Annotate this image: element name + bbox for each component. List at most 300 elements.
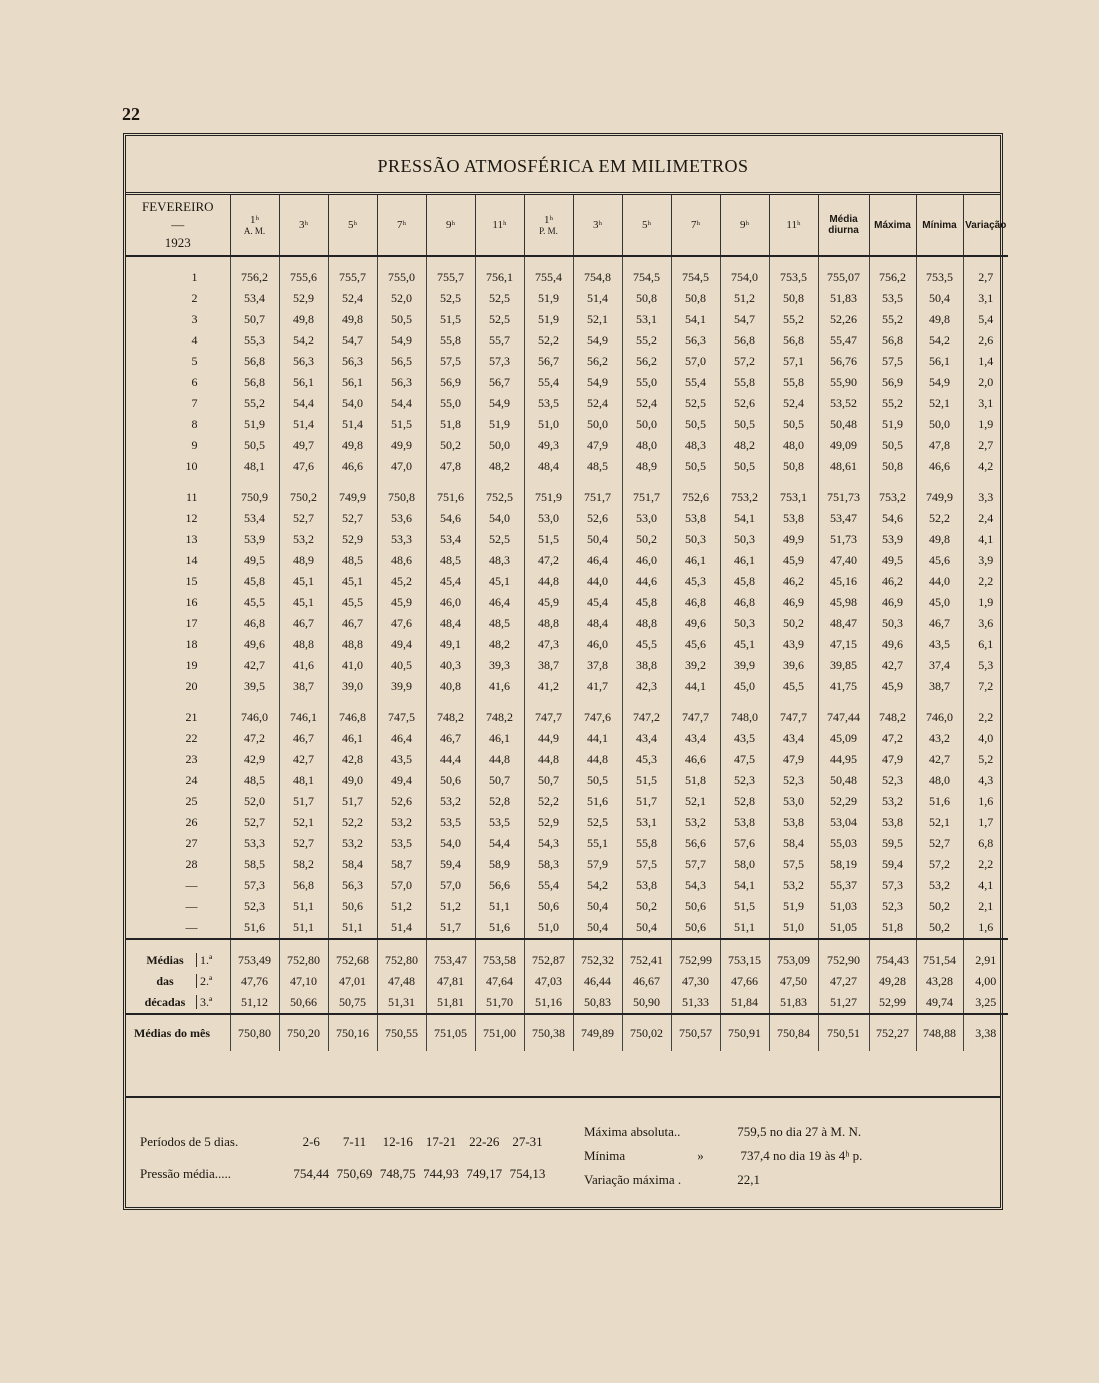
table-row xyxy=(126,592,1008,613)
value-cell: 58,4 xyxy=(769,833,818,854)
day-cell: 9 xyxy=(191,438,198,452)
value-cell: 43,4 xyxy=(769,728,818,749)
value-cell: 752,80 xyxy=(377,939,426,971)
table-row xyxy=(126,613,1008,634)
value-cell: 54,3 xyxy=(671,875,720,896)
value-cell: 51,8 xyxy=(671,770,720,791)
month-header xyxy=(126,195,230,256)
value-cell: 49,74 xyxy=(916,992,963,1014)
hour-header-11pm xyxy=(769,195,818,256)
day-cell: 24 xyxy=(185,773,198,787)
value-cell: 755,6 xyxy=(279,256,328,288)
value-cell: 51,1 xyxy=(279,896,328,917)
value-cell: 46,4 xyxy=(475,592,524,613)
value-cell: 54,9 xyxy=(377,330,426,351)
value-cell: 755,0 xyxy=(377,256,426,288)
value-cell: 3,9 xyxy=(963,550,1008,571)
value-cell: 56,1 xyxy=(328,372,377,393)
value-cell: 52,4 xyxy=(622,393,671,414)
value-cell: 46,2 xyxy=(869,571,916,592)
value-cell: 48,9 xyxy=(279,550,328,571)
value-cell: 42,9 xyxy=(230,749,279,770)
value-cell: 746,0 xyxy=(916,697,963,728)
hour-header-11am xyxy=(475,195,524,256)
value-cell: 4,1 xyxy=(963,875,1008,896)
table-row xyxy=(126,456,1008,477)
value-cell: 50,5 xyxy=(671,456,720,477)
value-cell: 753,15 xyxy=(720,939,769,971)
value-cell: 46,7 xyxy=(916,613,963,634)
value-cell: 51,0 xyxy=(524,414,573,435)
value-cell: 50,6 xyxy=(524,896,573,917)
value-cell: 2,91 xyxy=(963,939,1008,971)
pressure-cell: 754,44 xyxy=(293,1166,330,1181)
value-cell: 58,7 xyxy=(377,854,426,875)
value-cell: 53,8 xyxy=(671,508,720,529)
month-label: FEVEREIRO xyxy=(142,199,214,214)
value-cell: 52,7 xyxy=(279,833,328,854)
value-cell: 47,6 xyxy=(279,456,328,477)
value-cell: 752,87 xyxy=(524,939,573,971)
value-cell: 53,5 xyxy=(377,833,426,854)
value-cell: 52,1 xyxy=(916,812,963,833)
value-cell: 52,9 xyxy=(279,288,328,309)
value-cell: 53,2 xyxy=(426,791,475,812)
value-cell: 56,8 xyxy=(720,330,769,351)
value-cell: 56,3 xyxy=(671,330,720,351)
value-cell: 53,5 xyxy=(869,288,916,309)
hour-label: 5ʰ xyxy=(347,219,358,231)
value-cell: 1,7 xyxy=(963,812,1008,833)
value-cell: 41,75 xyxy=(818,676,869,697)
value-cell: 38,8 xyxy=(622,655,671,676)
value-cell: 47,8 xyxy=(426,456,475,477)
value-cell: 47,2 xyxy=(524,550,573,571)
value-cell: 54,2 xyxy=(916,330,963,351)
day-cell: 17 xyxy=(185,616,198,630)
value-cell: 51,1 xyxy=(720,917,769,939)
value-cell: 50,4 xyxy=(916,288,963,309)
value-cell: 50,2 xyxy=(916,917,963,939)
value-cell: 54,4 xyxy=(279,393,328,414)
value-cell: 753,1 xyxy=(769,477,818,508)
day-cell: 3 xyxy=(191,312,198,326)
value-cell: 52,6 xyxy=(377,791,426,812)
value-cell: 750,51 xyxy=(818,1014,869,1051)
value-cell: 750,55 xyxy=(377,1014,426,1051)
day-cell: 16 xyxy=(185,595,198,609)
value-cell: 55,8 xyxy=(622,833,671,854)
value-cell: 3,1 xyxy=(963,393,1008,414)
value-cell: 3,25 xyxy=(963,992,1008,1014)
min-mark: » xyxy=(697,1148,704,1163)
value-cell: 40,3 xyxy=(426,655,475,676)
value-cell: 50,6 xyxy=(426,770,475,791)
value-cell: 752,6 xyxy=(671,477,720,508)
value-cell: 49,28 xyxy=(869,971,916,992)
value-cell: 51,2 xyxy=(720,288,769,309)
value-cell: 748,2 xyxy=(869,697,916,728)
value-cell: 756,2 xyxy=(230,256,279,288)
decade-ordinal: 3.ª xyxy=(196,995,212,1009)
value-cell: 45,3 xyxy=(671,571,720,592)
value-cell: 44,8 xyxy=(475,749,524,770)
value-cell: 750,9 xyxy=(230,477,279,508)
value-cell: 750,91 xyxy=(720,1014,769,1051)
value-cell: 43,2 xyxy=(916,728,963,749)
value-cell: 49,8 xyxy=(916,529,963,550)
value-cell: 48,8 xyxy=(622,613,671,634)
value-cell: 55,7 xyxy=(475,330,524,351)
periods-row xyxy=(140,1134,548,1150)
value-cell: 53,5 xyxy=(524,393,573,414)
value-cell: 52,4 xyxy=(328,288,377,309)
value-cell: 45,6 xyxy=(671,634,720,655)
value-cell: 46,44 xyxy=(573,971,622,992)
value-cell: 57,5 xyxy=(769,854,818,875)
value-cell: 46,7 xyxy=(279,613,328,634)
day-cell: 21 xyxy=(185,710,198,724)
value-cell: 54,2 xyxy=(279,330,328,351)
value-cell: 52,2 xyxy=(328,812,377,833)
var-value: 22,1 xyxy=(737,1172,760,1187)
month-mean-row xyxy=(126,1014,1008,1051)
value-cell: 51,1 xyxy=(279,917,328,939)
value-cell: 50,2 xyxy=(622,896,671,917)
hour-label: 7ʰ xyxy=(690,219,701,231)
footer-summary xyxy=(126,1096,1000,1187)
value-cell: 58,5 xyxy=(230,854,279,875)
table-row xyxy=(126,875,1008,896)
hour-header-9pm xyxy=(720,195,769,256)
table-row xyxy=(126,917,1008,939)
value-cell: 47,6 xyxy=(377,613,426,634)
value-cell: 45,8 xyxy=(230,571,279,592)
value-cell: 55,2 xyxy=(230,393,279,414)
value-cell: 754,0 xyxy=(720,256,769,288)
value-cell: 47,9 xyxy=(573,435,622,456)
value-cell: 56,9 xyxy=(869,372,916,393)
value-cell: 55,2 xyxy=(869,309,916,330)
value-cell: 56,6 xyxy=(475,875,524,896)
value-cell: 50,6 xyxy=(671,917,720,939)
value-cell: 51,6 xyxy=(916,791,963,812)
value-cell: 49,6 xyxy=(671,613,720,634)
value-cell: 44,95 xyxy=(818,749,869,770)
value-cell: 52,7 xyxy=(916,833,963,854)
value-cell: 53,2 xyxy=(869,791,916,812)
value-cell: 752,5 xyxy=(475,477,524,508)
value-cell: 53,2 xyxy=(279,529,328,550)
value-cell: 58,19 xyxy=(818,854,869,875)
day-cell: — xyxy=(185,920,198,934)
value-cell: 57,1 xyxy=(769,351,818,372)
value-cell: 45,8 xyxy=(622,592,671,613)
value-cell: 752,32 xyxy=(573,939,622,971)
max-abs-value: 759,5 no dia 27 à M. N. xyxy=(737,1124,862,1139)
table-row xyxy=(126,550,1008,571)
value-cell: 52,4 xyxy=(769,393,818,414)
day-cell: 15 xyxy=(185,574,198,588)
value-cell: 49,5 xyxy=(230,550,279,571)
value-cell: 45,1 xyxy=(720,634,769,655)
hour-header-1am xyxy=(230,195,279,256)
value-cell: 53,6 xyxy=(377,508,426,529)
value-cell: 51,9 xyxy=(230,414,279,435)
value-cell: 57,5 xyxy=(622,854,671,875)
am-label: A. M. xyxy=(243,226,266,236)
value-cell: 6,8 xyxy=(963,833,1008,854)
value-cell: 2,4 xyxy=(963,508,1008,529)
value-cell: 50,8 xyxy=(671,288,720,309)
value-cell: 49,0 xyxy=(328,770,377,791)
value-cell: 2,2 xyxy=(963,854,1008,875)
value-cell: 50,6 xyxy=(671,896,720,917)
value-cell: 750,02 xyxy=(622,1014,671,1051)
value-cell: 53,04 xyxy=(818,812,869,833)
value-cell: 43,5 xyxy=(720,728,769,749)
value-cell: 53,1 xyxy=(622,812,671,833)
value-cell: 49,1 xyxy=(426,634,475,655)
value-cell: 750,80 xyxy=(230,1014,279,1051)
value-cell: 52,5 xyxy=(475,529,524,550)
value-cell: 51,5 xyxy=(377,414,426,435)
value-cell: 48,61 xyxy=(818,456,869,477)
value-cell: 44,0 xyxy=(573,571,622,592)
value-cell: 7,2 xyxy=(963,676,1008,697)
value-cell: 51,73 xyxy=(818,529,869,550)
value-cell: 748,88 xyxy=(916,1014,963,1051)
value-cell: 3,6 xyxy=(963,613,1008,634)
value-cell: 47,2 xyxy=(230,728,279,749)
value-cell: 48,5 xyxy=(573,456,622,477)
value-cell: 49,6 xyxy=(230,634,279,655)
value-cell: 48,5 xyxy=(426,550,475,571)
value-cell: 52,1 xyxy=(573,309,622,330)
value-cell: 54,7 xyxy=(328,330,377,351)
value-cell: 51,9 xyxy=(524,309,573,330)
value-cell: 38,7 xyxy=(279,676,328,697)
value-cell: 750,2 xyxy=(279,477,328,508)
value-cell: 57,7 xyxy=(671,854,720,875)
value-cell: 59,5 xyxy=(869,833,916,854)
value-cell: 41,7 xyxy=(573,676,622,697)
value-cell: 54,0 xyxy=(328,393,377,414)
decade-word: das xyxy=(156,974,174,988)
value-cell: 51,31 xyxy=(377,992,426,1014)
value-cell: 44,0 xyxy=(916,571,963,592)
value-cell: 55,2 xyxy=(869,393,916,414)
value-cell: 42,8 xyxy=(328,749,377,770)
value-cell: 49,8 xyxy=(328,309,377,330)
value-cell: 50,5 xyxy=(377,309,426,330)
value-cell: 44,8 xyxy=(573,749,622,770)
value-cell: 57,0 xyxy=(426,875,475,896)
value-cell: 50,7 xyxy=(475,770,524,791)
table-row xyxy=(126,256,1008,288)
value-cell: 52,0 xyxy=(230,791,279,812)
value-cell: 51,0 xyxy=(769,917,818,939)
value-cell: 50,4 xyxy=(573,917,622,939)
table-frame xyxy=(123,133,1007,1210)
value-cell: 45,1 xyxy=(475,571,524,592)
value-cell: 39,2 xyxy=(671,655,720,676)
value-cell: 39,5 xyxy=(230,676,279,697)
value-cell: 46,1 xyxy=(720,550,769,571)
value-cell: 50,2 xyxy=(622,529,671,550)
value-cell: 54,7 xyxy=(720,309,769,330)
value-cell: 48,6 xyxy=(377,550,426,571)
value-cell: 52,5 xyxy=(671,393,720,414)
value-cell: 49,8 xyxy=(328,435,377,456)
value-cell: 50,4 xyxy=(573,896,622,917)
value-cell: 46,8 xyxy=(720,592,769,613)
value-cell: 50,6 xyxy=(328,896,377,917)
value-cell: 51,81 xyxy=(426,992,475,1014)
value-cell: 55,0 xyxy=(426,393,475,414)
value-cell: 52,3 xyxy=(869,770,916,791)
value-cell: 51,03 xyxy=(818,896,869,917)
value-cell: 39,9 xyxy=(720,655,769,676)
value-cell: 50,3 xyxy=(720,529,769,550)
value-cell: 50,48 xyxy=(818,414,869,435)
value-cell: 45,6 xyxy=(916,550,963,571)
value-cell: 50,5 xyxy=(720,456,769,477)
hour-header-7pm xyxy=(671,195,720,256)
value-cell: 47,30 xyxy=(671,971,720,992)
value-cell: 38,7 xyxy=(524,655,573,676)
value-cell: 756,1 xyxy=(475,256,524,288)
value-cell: 753,2 xyxy=(869,477,916,508)
value-cell: 2,2 xyxy=(963,571,1008,592)
value-cell: 53,2 xyxy=(328,833,377,854)
value-cell: 45,2 xyxy=(377,571,426,592)
value-cell: 47,27 xyxy=(818,971,869,992)
value-cell: 43,4 xyxy=(622,728,671,749)
hour-header-5am xyxy=(328,195,377,256)
value-cell: 54,0 xyxy=(426,833,475,854)
value-cell: 54,6 xyxy=(869,508,916,529)
value-cell: 750,84 xyxy=(769,1014,818,1051)
table-row xyxy=(126,330,1008,351)
value-cell: 54,6 xyxy=(426,508,475,529)
value-cell: 55,2 xyxy=(769,309,818,330)
day-cell: 18 xyxy=(185,637,198,651)
table-row xyxy=(126,770,1008,791)
value-cell: 46,0 xyxy=(573,634,622,655)
table-row xyxy=(126,309,1008,330)
value-cell: 2,6 xyxy=(963,330,1008,351)
value-cell: 40,5 xyxy=(377,655,426,676)
value-cell: 49,5 xyxy=(869,550,916,571)
hour-header-3am xyxy=(279,195,328,256)
value-cell: 53,8 xyxy=(622,875,671,896)
value-cell: 753,09 xyxy=(769,939,818,971)
value-cell: 48,0 xyxy=(916,770,963,791)
value-cell: 48,4 xyxy=(426,613,475,634)
value-cell: 41,6 xyxy=(475,676,524,697)
value-cell: 751,7 xyxy=(622,477,671,508)
hour-header-9am xyxy=(426,195,475,256)
value-cell: 749,9 xyxy=(328,477,377,508)
decade-label xyxy=(126,992,230,1014)
table-row xyxy=(126,655,1008,676)
value-cell: 55,4 xyxy=(524,875,573,896)
value-cell: 53,2 xyxy=(769,875,818,896)
value-cell: 747,7 xyxy=(524,697,573,728)
value-cell: 54,4 xyxy=(377,393,426,414)
value-cell: 45,5 xyxy=(230,592,279,613)
value-cell: 51,7 xyxy=(328,791,377,812)
table-row xyxy=(126,896,1008,917)
value-cell: 50,48 xyxy=(818,770,869,791)
value-cell: 4,0 xyxy=(963,728,1008,749)
value-cell: 3,1 xyxy=(963,288,1008,309)
pressure-cell: 754,13 xyxy=(509,1166,546,1181)
value-cell: 56,3 xyxy=(377,372,426,393)
value-cell: 42,7 xyxy=(230,655,279,676)
min-label: Mínima xyxy=(584,1148,626,1163)
value-cell: 753,5 xyxy=(916,256,963,288)
value-cell: 751,73 xyxy=(818,477,869,508)
value-cell: 45,5 xyxy=(622,634,671,655)
value-cell: 49,9 xyxy=(769,529,818,550)
value-cell: 48,2 xyxy=(475,456,524,477)
value-cell: 48,3 xyxy=(475,550,524,571)
value-cell: 58,2 xyxy=(279,854,328,875)
value-cell: 58,9 xyxy=(475,854,524,875)
value-cell: 43,5 xyxy=(916,634,963,655)
value-cell: 39,6 xyxy=(769,655,818,676)
value-cell: 47,03 xyxy=(524,971,573,992)
pressure-cell: 749,17 xyxy=(466,1166,503,1181)
value-cell: 46,0 xyxy=(426,592,475,613)
value-cell: 48,9 xyxy=(622,456,671,477)
value-cell: 41,2 xyxy=(524,676,573,697)
value-cell: 47,48 xyxy=(377,971,426,992)
value-cell: 53,3 xyxy=(377,529,426,550)
value-cell: 53,8 xyxy=(769,508,818,529)
value-cell: 52,7 xyxy=(230,812,279,833)
period-cell: 2-6 xyxy=(302,1134,320,1149)
value-cell: 52,5 xyxy=(426,288,475,309)
value-cell: 50,83 xyxy=(573,992,622,1014)
decade-label xyxy=(126,971,230,992)
value-cell: 753,5 xyxy=(769,256,818,288)
value-cell: 47,81 xyxy=(426,971,475,992)
value-cell: 56,76 xyxy=(818,351,869,372)
value-cell: 46,6 xyxy=(671,749,720,770)
value-cell: 747,6 xyxy=(573,697,622,728)
value-cell: 47,8 xyxy=(916,435,963,456)
day-cell: 10 xyxy=(185,459,198,473)
day-cell: 23 xyxy=(185,752,198,766)
day-cell: 22 xyxy=(185,731,198,745)
value-cell: 45,4 xyxy=(573,592,622,613)
value-cell: 42,7 xyxy=(869,655,916,676)
day-cell: 8 xyxy=(191,417,198,431)
value-cell: 52,2 xyxy=(524,330,573,351)
maxima-header: Máxima xyxy=(869,195,916,256)
value-cell: 57,5 xyxy=(869,351,916,372)
value-cell: 747,2 xyxy=(622,697,671,728)
min-value: 737,4 no dia 19 às 4ʰ p. xyxy=(740,1148,863,1163)
value-cell: 51,84 xyxy=(720,992,769,1014)
value-cell: 52,4 xyxy=(573,393,622,414)
table-row xyxy=(126,372,1008,393)
value-cell: 51,12 xyxy=(230,992,279,1014)
pressure-label: Pressão média..... xyxy=(140,1166,231,1181)
